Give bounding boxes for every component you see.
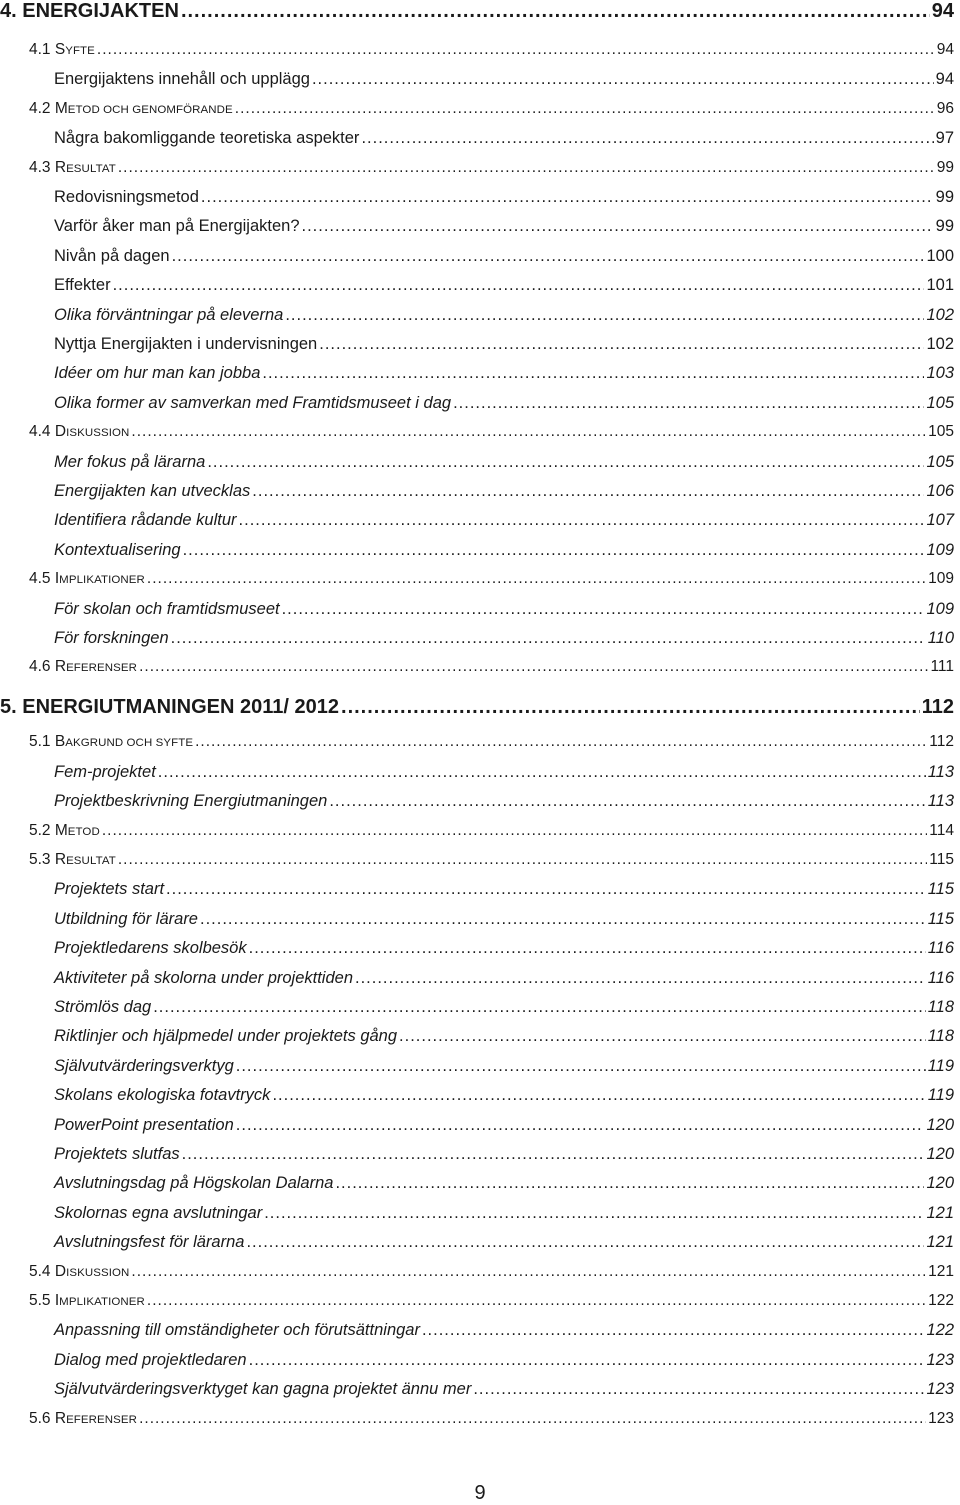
toc-entry[interactable] bbox=[54, 763, 954, 785]
toc-page-number: 100 bbox=[926, 246, 954, 265]
toc-leader-dots bbox=[200, 910, 926, 929]
toc-leader-dots bbox=[236, 1057, 926, 1076]
toc-entry-title: Skolans ekologiska fotavtryck bbox=[54, 1086, 271, 1105]
toc-page-number: 109 bbox=[926, 540, 954, 559]
toc-entry[interactable] bbox=[54, 880, 954, 902]
toc-leader-dots bbox=[252, 482, 924, 501]
toc-page-number: 122 bbox=[926, 1321, 954, 1340]
toc-page-number: 113 bbox=[927, 762, 954, 781]
toc-page-number: 123 bbox=[928, 1409, 954, 1427]
toc-entry[interactable] bbox=[29, 159, 954, 181]
toc-entry[interactable] bbox=[54, 1027, 954, 1049]
toc-entry[interactable] bbox=[54, 276, 954, 298]
toc-entry[interactable] bbox=[54, 1086, 954, 1108]
toc-page-number: 122 bbox=[928, 1292, 954, 1309]
toc-leader-dots bbox=[341, 696, 920, 719]
toc-entry-title bbox=[29, 1263, 129, 1281]
toc-entry-title: Mer fokus på lärarna bbox=[54, 452, 206, 471]
toc-entry-title: 5. ENERGIUTMANINGEN 2011/ 2012 bbox=[0, 696, 340, 719]
toc-section-rest: ETOD OCH GENOMFÖRANDE bbox=[67, 103, 233, 116]
toc-entry-title: PowerPoint presentation bbox=[54, 1115, 234, 1134]
toc-entry-title: Energijaktens innehåll och upplägg bbox=[54, 70, 310, 89]
toc-entry-title: Dialog med projektledaren bbox=[54, 1350, 247, 1369]
toc-entry[interactable] bbox=[29, 733, 954, 755]
toc-entry-title: Strömlös dag bbox=[54, 998, 152, 1016]
toc-entry[interactable] bbox=[54, 217, 954, 239]
toc-page-number: 106 bbox=[926, 482, 954, 500]
toc-page-number: 121 bbox=[926, 1203, 954, 1222]
toc-entry[interactable] bbox=[54, 969, 954, 991]
toc-entry-title: Aktiviteter på skolorna under projekttiden bbox=[54, 968, 353, 987]
toc-leader-dots bbox=[158, 763, 926, 782]
toc-leader-dots bbox=[361, 129, 933, 148]
toc-section-initial: M bbox=[54, 821, 68, 839]
toc-entry[interactable] bbox=[54, 910, 954, 932]
toc-leader-dots bbox=[473, 1380, 924, 1399]
toc-entry-title bbox=[29, 423, 129, 441]
toc-section-initial: M bbox=[54, 99, 68, 117]
toc-entry[interactable] bbox=[54, 247, 954, 269]
toc-entry-title: Avslutningsdag på Högskolan Dalarna bbox=[54, 1174, 334, 1193]
toc-page-number: 120 bbox=[926, 1174, 954, 1193]
toc-page-number: 120 bbox=[926, 1115, 954, 1134]
toc-section-number: 4.6 bbox=[29, 658, 55, 676]
toc-section-rest: EFERENSER bbox=[66, 662, 138, 675]
toc-entry-title bbox=[29, 733, 193, 751]
toc-page-number: 105 bbox=[928, 423, 954, 441]
toc-leader-dots bbox=[102, 822, 927, 840]
toc-section-number: 4.2 bbox=[29, 99, 55, 117]
toc-section-rest: ISKUSSION bbox=[66, 427, 130, 440]
toc-entry-title: Riktlinjer och hjälpmedel under projektets gång bbox=[54, 1027, 398, 1046]
toc-section-number: 4.5 bbox=[29, 570, 55, 588]
toc-leader-dots bbox=[285, 306, 924, 325]
toc-entry-title bbox=[29, 658, 137, 676]
toc-entry-title: För forskningen bbox=[54, 629, 169, 647]
toc-section-number: 5.1 bbox=[29, 733, 55, 751]
toc-entry-title bbox=[29, 100, 233, 118]
toc-entry-title bbox=[29, 570, 145, 588]
toc-leader-dots bbox=[113, 276, 925, 295]
toc-entry[interactable] bbox=[54, 1174, 954, 1196]
toc-entry-title: Avslutningsfest för lärarna bbox=[54, 1233, 245, 1252]
toc-page-number: 112 bbox=[921, 696, 954, 719]
toc-leader-dots bbox=[319, 335, 924, 354]
toc-entry[interactable] bbox=[54, 482, 954, 504]
toc-leader-dots bbox=[97, 41, 935, 59]
toc-leader-dots bbox=[153, 998, 925, 1017]
toc-section-initial: D bbox=[54, 1262, 67, 1280]
toc-page-number: 99 bbox=[935, 188, 954, 206]
toc-page-number: 94 bbox=[936, 41, 954, 58]
toc-entry[interactable] bbox=[29, 41, 954, 63]
toc-section-initial: B bbox=[54, 733, 66, 751]
toc-section-number: 5.3 bbox=[29, 851, 55, 868]
toc-leader-dots bbox=[147, 1292, 926, 1310]
toc-page-number: 116 bbox=[927, 939, 954, 958]
toc-entry-title bbox=[29, 1410, 137, 1428]
toc-entry[interactable] bbox=[54, 1321, 954, 1343]
toc-entry-title bbox=[29, 41, 95, 59]
toc-leader-dots bbox=[172, 247, 925, 266]
toc-entry-title: Projektbeskrivning Energiutmaningen bbox=[54, 792, 328, 811]
toc-leader-dots bbox=[422, 1321, 925, 1340]
toc-page-number: 123 bbox=[926, 1380, 954, 1399]
toc-page-number: 109 bbox=[926, 599, 954, 618]
toc-entry-title: Fem-projektet bbox=[54, 762, 156, 781]
toc-leader-dots bbox=[355, 969, 926, 988]
toc-entry-title: Anpassning till omständigheter och förutsättningar bbox=[54, 1321, 420, 1340]
toc-page-number: 116 bbox=[927, 968, 954, 987]
toc-entry[interactable] bbox=[54, 1116, 954, 1138]
page-number: 9 bbox=[474, 1482, 486, 1504]
toc-section-initial: I bbox=[54, 1292, 60, 1309]
toc-leader-dots bbox=[207, 453, 924, 472]
toc-section-initial: R bbox=[54, 1409, 67, 1427]
toc-page-number: 109 bbox=[928, 570, 954, 588]
toc-section-rest: MPLIKATIONER bbox=[59, 574, 145, 587]
toc-entry[interactable] bbox=[54, 1145, 954, 1167]
toc-section-rest: ETOD bbox=[67, 825, 100, 838]
toc-entry-title: Projektets slutfas bbox=[54, 1145, 180, 1163]
toc-entry[interactable] bbox=[29, 658, 954, 680]
toc-entry-title: Utbildning för lärare bbox=[54, 909, 198, 928]
toc-section-rest: ESULTAT bbox=[66, 162, 116, 175]
toc-leader-dots bbox=[335, 1174, 924, 1193]
toc-leader-dots bbox=[272, 1086, 925, 1105]
toc-section-initial: R bbox=[54, 158, 67, 176]
toc-entry-title: Idéer om hur man kan jobba bbox=[54, 364, 261, 383]
toc-entry[interactable] bbox=[54, 335, 954, 357]
toc-entry[interactable] bbox=[54, 1204, 954, 1226]
toc-section-number: 5.2 bbox=[29, 821, 55, 839]
toc-page-number: 123 bbox=[926, 1350, 954, 1369]
toc-section-initial: S bbox=[54, 41, 66, 58]
toc-entry[interactable] bbox=[54, 600, 954, 622]
toc-leader-dots bbox=[262, 364, 924, 383]
toc-entry[interactable] bbox=[54, 629, 954, 651]
toc-leader-dots bbox=[131, 1263, 926, 1281]
toc-entry[interactable] bbox=[54, 394, 954, 416]
toc-leader-dots bbox=[264, 1204, 924, 1223]
toc-leader-dots bbox=[312, 70, 934, 89]
toc-page-number: 121 bbox=[926, 1233, 954, 1252]
toc-entry-title: Några bakomliggande teoretiska aspekter bbox=[54, 129, 360, 148]
toc-page-number: 119 bbox=[927, 1086, 954, 1105]
toc-entry-title: Redovisningsmetod bbox=[54, 188, 199, 206]
toc-entry[interactable] bbox=[54, 1233, 954, 1255]
toc-section-initial: R bbox=[54, 851, 67, 868]
toc-section-rest: MPLIKATIONER bbox=[59, 1296, 145, 1308]
toc-entry[interactable] bbox=[54, 511, 954, 533]
toc-page-number: 115 bbox=[927, 909, 954, 928]
toc-section-rest: AKGRUND OCH SYFTE bbox=[65, 737, 194, 750]
toc-entry-title: Energijakten kan utvecklas bbox=[54, 482, 251, 500]
toc-leader-dots bbox=[302, 217, 934, 236]
toc-entry[interactable] bbox=[0, 0, 954, 26]
toc-entry[interactable] bbox=[29, 1410, 954, 1432]
toc-page-number: 115 bbox=[927, 880, 954, 899]
toc-entry[interactable] bbox=[29, 1263, 954, 1285]
toc-page-number: 99 bbox=[936, 158, 954, 176]
toc-entry-title: Olika former av samverkan med Framtidsmuseet i dag bbox=[54, 393, 452, 412]
toc-entry[interactable] bbox=[54, 306, 954, 328]
toc-leader-dots bbox=[236, 1116, 925, 1135]
toc-entry-title bbox=[29, 159, 116, 177]
toc-page-number: 102 bbox=[926, 305, 954, 324]
toc-entry[interactable] bbox=[29, 1292, 954, 1314]
toc-page-number: 114 bbox=[929, 821, 954, 839]
toc-entry-title: Projektledarens skolbesök bbox=[54, 939, 247, 958]
toc-leader-dots bbox=[139, 658, 928, 676]
toc-leader-dots bbox=[399, 1027, 926, 1046]
toc-leader-dots bbox=[118, 851, 927, 869]
toc-entry-title: Skolornas egna avslutningar bbox=[54, 1203, 263, 1222]
toc-entry-title: Olika förväntningar på eleverna bbox=[54, 305, 284, 324]
toc-entry-title bbox=[29, 822, 100, 840]
toc-entry[interactable] bbox=[54, 70, 954, 92]
toc-page-number: 121 bbox=[928, 1262, 954, 1280]
toc-section-initial: I bbox=[54, 570, 60, 588]
toc-page-number: 113 bbox=[927, 792, 954, 811]
toc-page-number: 103 bbox=[926, 364, 954, 383]
toc-page-number: 105 bbox=[926, 452, 954, 471]
toc-leader-dots bbox=[166, 880, 926, 899]
toc-leader-dots bbox=[246, 1233, 924, 1252]
toc-page-number: 112 bbox=[929, 733, 954, 751]
toc-page-number: 111 bbox=[930, 658, 954, 676]
toc-entry-title: Självutvärderingsverktyg bbox=[54, 1056, 234, 1075]
toc-page-number: 110 bbox=[927, 629, 954, 647]
toc-leader-dots bbox=[118, 159, 935, 177]
toc-section-number: 4.4 bbox=[29, 423, 55, 441]
toc-section-number: 5.4 bbox=[29, 1262, 55, 1280]
toc-page-number: 118 bbox=[927, 998, 954, 1016]
toc-leader-dots bbox=[182, 1145, 925, 1164]
toc-section-rest: YFTE bbox=[65, 45, 95, 57]
toc-page-number: 120 bbox=[926, 1145, 954, 1163]
toc-leader-dots bbox=[183, 541, 925, 560]
toc-entry-title bbox=[29, 851, 116, 869]
toc-leader-dots bbox=[329, 792, 925, 811]
toc-entry[interactable] bbox=[54, 1351, 954, 1373]
toc-entry[interactable] bbox=[54, 541, 954, 563]
toc-section-number: 5.5 bbox=[29, 1292, 55, 1309]
toc-section-number: 4.3 bbox=[29, 158, 55, 176]
toc-entry[interactable] bbox=[54, 364, 954, 386]
toc-entry-title: Effekter bbox=[54, 276, 111, 295]
toc-section-initial: R bbox=[54, 658, 67, 676]
toc-entry[interactable] bbox=[29, 570, 954, 592]
toc-page-number: 94 bbox=[935, 70, 954, 89]
toc-leader-dots bbox=[453, 394, 924, 413]
toc-page-number: 99 bbox=[935, 217, 954, 236]
toc-entry[interactable] bbox=[54, 792, 954, 814]
toc-entry[interactable] bbox=[54, 129, 954, 151]
toc-page-number: 115 bbox=[929, 851, 954, 868]
toc-page-number: 94 bbox=[931, 0, 954, 22]
toc-entry-title: Självutvärderingsverktyget kan gagna projektet ännu mer bbox=[54, 1380, 472, 1399]
toc-entry[interactable] bbox=[29, 423, 954, 445]
toc-entry-title: Varför åker man på Energijakten? bbox=[54, 217, 300, 236]
toc-page-number: 97 bbox=[935, 129, 954, 148]
toc-entry-title: Projektets start bbox=[54, 880, 165, 899]
toc-leader-dots bbox=[139, 1410, 926, 1428]
toc-leader-dots bbox=[282, 600, 925, 619]
toc-leader-dots bbox=[249, 1351, 925, 1370]
toc-entry-title: För skolan och framtidsmuseet bbox=[54, 599, 280, 618]
toc-page-number: 105 bbox=[926, 393, 954, 412]
toc-section-initial: D bbox=[54, 423, 67, 441]
toc-entry[interactable] bbox=[54, 188, 954, 210]
toc-entry[interactable] bbox=[29, 822, 954, 844]
toc-entry[interactable] bbox=[54, 1057, 954, 1079]
toc-entry[interactable] bbox=[54, 939, 954, 961]
toc-leader-dots bbox=[195, 733, 927, 751]
toc-leader-dots bbox=[239, 511, 925, 530]
toc-leader-dots bbox=[131, 423, 926, 441]
toc-section-number: 5.6 bbox=[29, 1409, 55, 1427]
toc-entry-title: Kontextualisering bbox=[54, 540, 181, 559]
toc-leader-dots bbox=[181, 0, 930, 23]
toc-page-number: 102 bbox=[926, 335, 954, 353]
toc-entry-title: 4. ENERGIJAKTEN bbox=[0, 0, 179, 22]
toc-section-rest: ESULTAT bbox=[66, 855, 116, 867]
toc-page-number: 119 bbox=[927, 1056, 954, 1075]
toc-entry[interactable] bbox=[29, 100, 954, 122]
toc-page-number: 101 bbox=[926, 276, 954, 295]
toc-entry-title bbox=[29, 1292, 145, 1310]
toc-leader-dots bbox=[147, 570, 926, 588]
toc-section-rest: ISKUSSION bbox=[66, 1266, 130, 1279]
toc-leader-dots bbox=[171, 629, 926, 648]
toc-entry-title: Nivån på dagen bbox=[54, 246, 170, 265]
toc-entry[interactable] bbox=[54, 453, 954, 475]
toc-entry[interactable] bbox=[54, 1380, 954, 1402]
toc-leader-dots bbox=[201, 188, 934, 207]
toc-leader-dots bbox=[249, 939, 926, 958]
toc-page-number: 107 bbox=[926, 511, 954, 530]
toc-page-number: 96 bbox=[936, 99, 954, 117]
toc-section-rest: EFERENSER bbox=[66, 1413, 138, 1426]
toc-entry-title: Identifiera rådande kultur bbox=[54, 511, 237, 530]
toc-entry[interactable] bbox=[54, 998, 954, 1020]
toc-section-number: 4.1 bbox=[29, 41, 55, 58]
toc-leader-dots bbox=[235, 100, 935, 118]
toc-entry[interactable] bbox=[29, 851, 954, 873]
toc-page-number: 118 bbox=[927, 1027, 954, 1046]
toc-entry[interactable] bbox=[0, 696, 954, 722]
toc-entry-title: Nyttja Energijakten i undervisningen bbox=[54, 335, 318, 353]
